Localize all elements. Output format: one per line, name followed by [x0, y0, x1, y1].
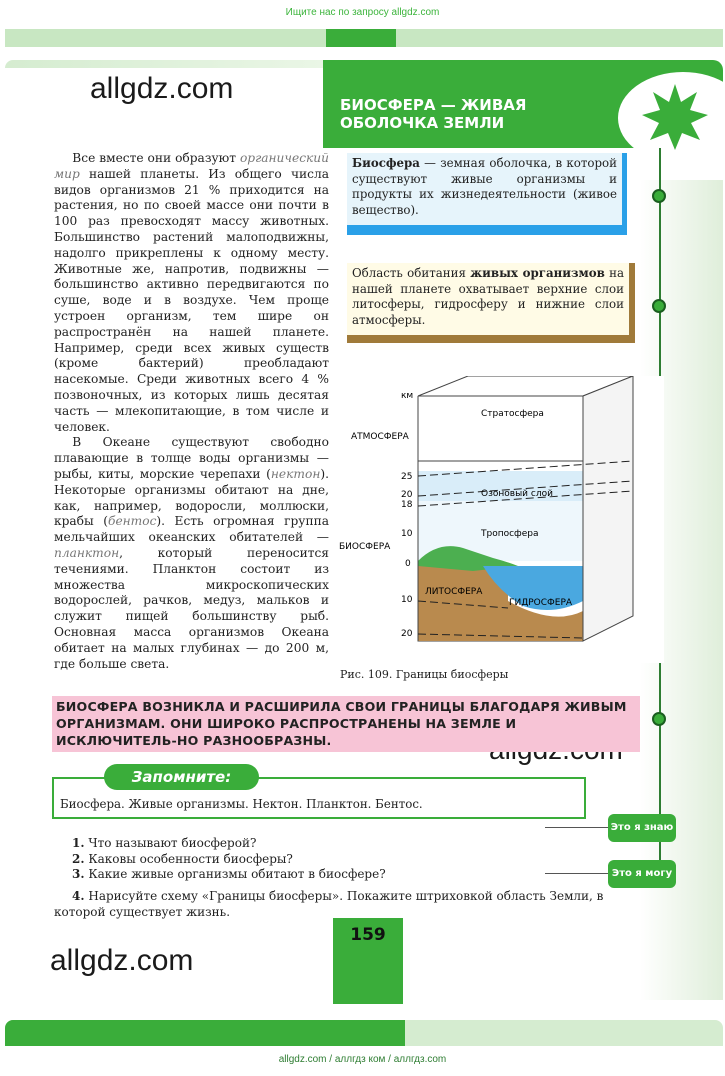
- tag-can: Это я могу: [608, 860, 676, 888]
- previous-page-tab: [326, 29, 396, 47]
- biosphere-label: БИОСФЕРА: [339, 542, 391, 552]
- watermark: allgdz.com: [50, 944, 194, 977]
- tag-connector: [545, 873, 610, 874]
- box-side: [583, 376, 633, 641]
- page-top-bar: [5, 60, 325, 68]
- habitat-box: Область обитания живых организмов на нашей планете охватывает верхние слои литосферы, гидросферу и нижние слои атмосферы.: [347, 263, 629, 335]
- paragraph: В Океане существуют свободно плавающие в толще воды организмы — рыбы, киты, морские черепахи (нектон). Некоторые организмы обитают на дне, как, например, водоросли, моллюски, крабы (бентос). Есть огромная группа мельчайших океанских обитателей — планктон, который переносится течениями. Планктон состоит из множества микроскопических водорослей, рачков, медуз, мальков и служит пищей большинству рыб. Основная масса организмов Океана обитает на малых глубинах — до 200 м, где больше света.: [54, 435, 329, 671]
- tick-label: 18: [401, 500, 413, 510]
- ozone-label: Озоновый слой: [481, 489, 553, 499]
- tag-know: Это я знаю: [608, 814, 676, 842]
- biosphere-diagram: [333, 376, 664, 663]
- paragraph: Все вместе они образуют органический мир нашей планеты. Из общего числа видов организмов 21 % приходится на растения, но по своей массе они почти в 100 раз превосходят массу животных. Большинство растений малоподвижны, надолго прикреплены к одному месту. Животные же, напротив, подвижны — большинство активно передвигаются по суше, воде и в воздухе. Чем проще устроен организм, тем шире он распространён на нашей планете. Например, среди всех живых существ (кроме бактерий) преобладают насекомые. Среди животных всего 4 % позвоночных, из которых лишь десятая часть — млекопитающие, в том числе и человек.: [54, 151, 329, 434]
- figure-caption: Рис. 109. Границы биосферы: [340, 668, 509, 681]
- tag-connector: [545, 827, 610, 828]
- star-icon: [640, 82, 710, 152]
- chapter-title-line1: БИОСФЕРА — ЖИВАЯ: [340, 96, 527, 114]
- question-item: 1. Что называют биосферой?: [72, 836, 257, 850]
- next-page-bar: [5, 1020, 405, 1046]
- biosphere-figure: [333, 376, 664, 663]
- definition-box: [347, 153, 622, 225]
- tick-label: 25: [401, 472, 413, 482]
- hydrosphere-label: ГИДРОСФЕРА: [509, 598, 573, 608]
- chapter-title: [340, 96, 580, 132]
- remember-title: Запомните:: [104, 764, 259, 790]
- question-item: 4. Нарисуйте схему «Границы биосферы». Покажите штриховкой область Земли, в которой существует жизнь.: [54, 889, 604, 919]
- remember-terms: Биосфера. Живые организмы. Нектон. Планктон. Бентос.: [60, 797, 423, 811]
- tick-label: 10: [401, 595, 413, 605]
- atmosphere-label: АТМОСФЕРА: [351, 432, 409, 442]
- timeline-dot: [652, 189, 666, 203]
- unit-label: км: [401, 391, 414, 401]
- definition-term: Биосфера: [352, 156, 420, 170]
- tick-label: 10: [401, 529, 413, 539]
- page-number: 159: [350, 925, 386, 945]
- chapter-title-line2: ОБОЛОЧКА ЗЕМЛИ: [340, 114, 505, 132]
- timeline-dot: [652, 712, 666, 726]
- timeline-dot: [652, 299, 666, 313]
- tick-label: 0: [405, 559, 411, 569]
- top-search-note: Ищите нас по запросу allgdz.com: [285, 7, 440, 18]
- stratosphere-label: Стратосфера: [481, 409, 544, 419]
- tick-label: 20: [401, 629, 413, 639]
- troposphere-label: Тропосфера: [481, 529, 539, 539]
- tick-label: 20: [401, 490, 413, 500]
- definition-text: — земная оболочка, в которой существуют живые организмы и продукты их жизнедеятельности (живое вещество).: [352, 156, 617, 217]
- key-statement: БИОСФЕРА ВОЗНИКЛА И РАСШИРИЛА СВОИ ГРАНИЦЫ БЛАГОДАРЯ ЖИВЫМ ОРГАНИЗМАМ. ОНИ ШИРОКО РАСПРОСТРАНЕНЫ НА ЗЕМЛЕ И ИСКЛЮЧИТЕЛЬ-НО РАЗНООБРАЗНЫ.: [52, 696, 640, 752]
- question-item: 3. Какие живые организмы обитают в биосфере?: [72, 867, 386, 881]
- question-item: 2. Каковы особенности биосферы?: [72, 852, 293, 866]
- watermark: allgdz.com: [90, 72, 234, 105]
- footer-links[interactable]: allgdz.com / аллгдз ком / аллгдз.com: [278, 1054, 447, 1065]
- lithosphere-label: ЛИТОСФЕРА: [425, 587, 483, 597]
- body-text: [54, 151, 329, 672]
